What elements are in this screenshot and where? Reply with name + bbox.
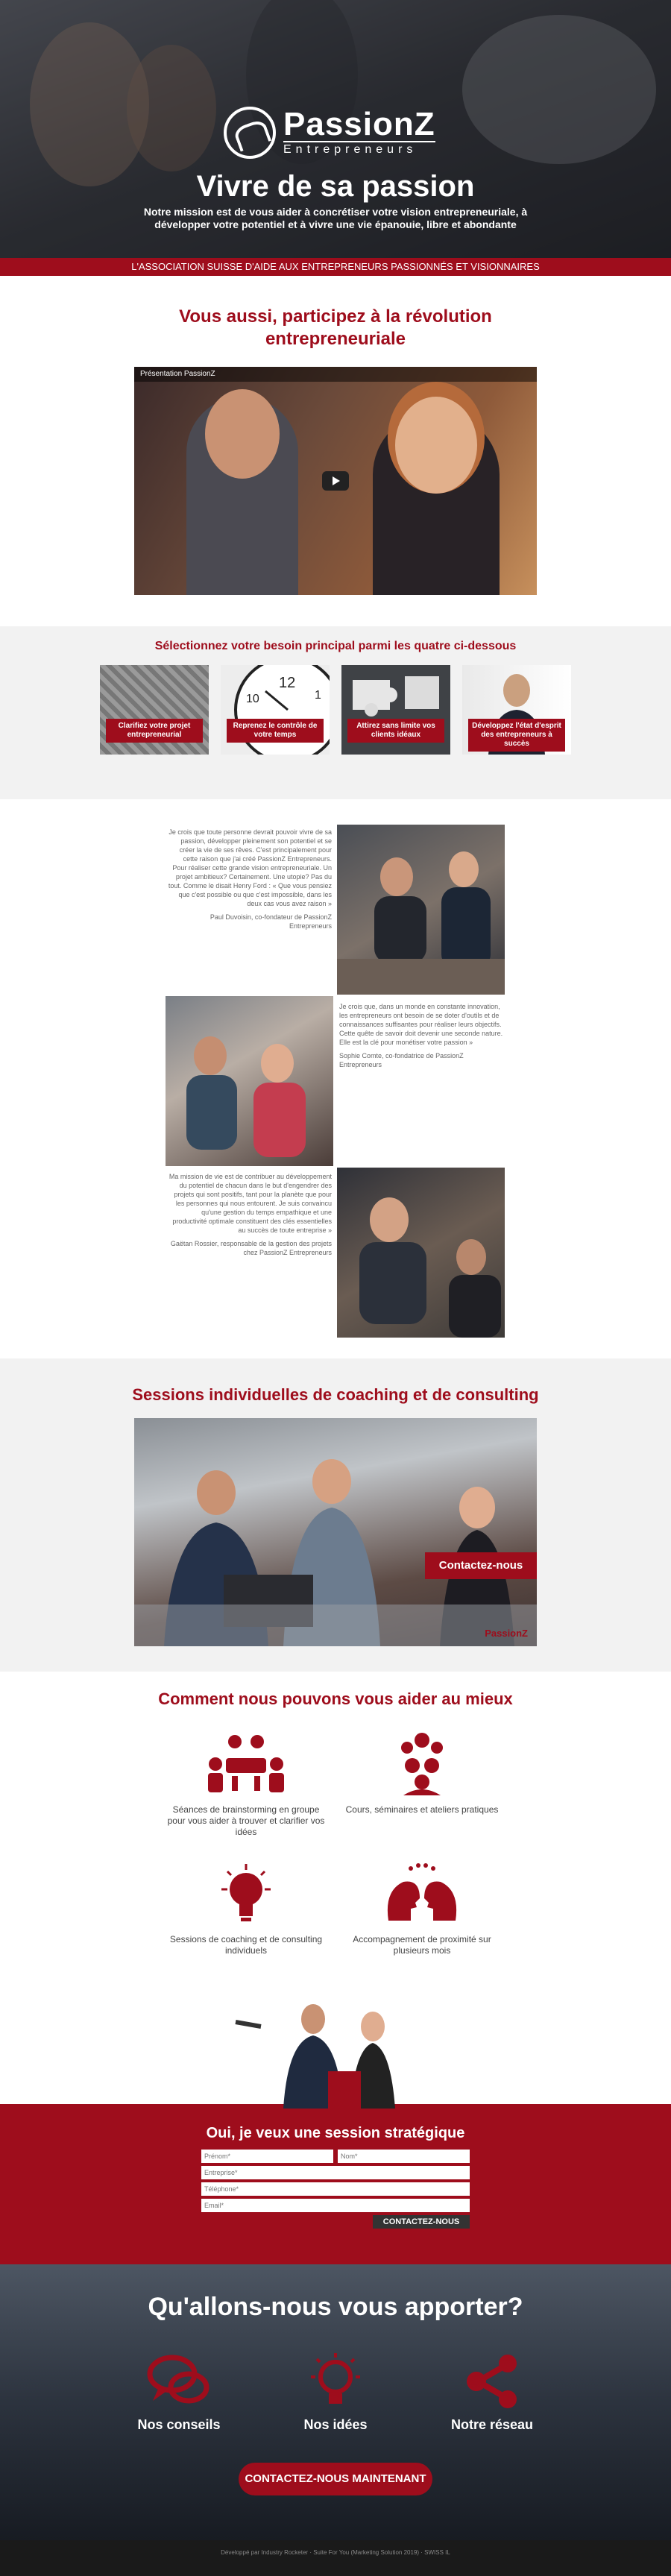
- phone-field[interactable]: [201, 2182, 470, 2196]
- coaching-watermark: PassionZ: [485, 1628, 528, 1639]
- logo-name: PassionZ: [283, 106, 435, 142]
- coaching-photo: [134, 1418, 537, 1646]
- video-title: Présentation PassionZ: [134, 367, 537, 382]
- photo-gaetan: [337, 1168, 505, 1338]
- hero-section: [0, 0, 671, 276]
- help-item-accompaniment: Accompagnement de proximité sur plusieurs mois: [340, 1861, 504, 1956]
- contact-now-button[interactable]: CONTACTEZ-NOUS MAINTENANT: [239, 2463, 432, 2495]
- submit-contact-button[interactable]: CONTACTEZ-NOUS: [373, 2215, 470, 2229]
- logo-icon: [224, 107, 276, 159]
- brand-logo[interactable]: [224, 103, 447, 163]
- testimonial-sophie: Je crois que, dans un monde en constante innovation, les entrepreneurs ont besoin de se doter d'outils et de connaissances suffisantes pour réaliser leurs objectifs. Cette quête de savoir doit devenir une seconde nature. Elle est la clé pour monétiser votre passion » Sophie Comte, co-fondatrice de PassionZ Entrepreneurs: [339, 1003, 503, 1068]
- help-item-coaching: Sessions de coaching et de consulting individuels: [164, 1861, 328, 1956]
- coaching-title: Sessions individuelles de coaching et de consulting: [132, 1385, 539, 1404]
- speakers-photo: [231, 1997, 440, 2109]
- photo-paul: [337, 825, 505, 995]
- svg-text:1: 1: [315, 689, 321, 702]
- contact-us-button[interactable]: Contactez-nous: [425, 1552, 537, 1579]
- help-item-brainstorming: Séances de brainstorming en groupe pour vous aider à trouver et clarifier vos idées: [164, 1731, 328, 1838]
- benefits-section: [0, 2264, 671, 2540]
- benefit-advice: Nos conseils: [134, 2352, 224, 2433]
- benefits-title: Qu'allons-nous vous apporter?: [148, 2293, 523, 2321]
- company-field[interactable]: [201, 2166, 470, 2179]
- testimonial-gaetan: Ma mission de vie est de contribuer au développement du potentiel de chacun dans le but d'engendrer des projets qui sont positifs, tant pour la planète que pour les personnes qui nous entourent. Je suis convaincu qu'une gestion du temps empathique et une productivité optimale constituent des clés essentielles au succès de toute entreprise » Gaëtan Rossier, responsable de la gestion des projets chez PassionZ Entrepreneurs: [168, 1173, 332, 1256]
- form-title: Oui, je veux une session stratégique: [206, 2125, 465, 2141]
- benefit-network: Notre réseau: [447, 2352, 537, 2433]
- workshop-photo: [166, 996, 333, 1166]
- video-player[interactable]: [134, 367, 537, 595]
- help-section: [0, 1672, 671, 2104]
- logo-subtitle: Entrepreneurs: [283, 141, 435, 157]
- email-field[interactable]: [201, 2199, 470, 2212]
- footer: [0, 2540, 671, 2576]
- two-heads-icon: [381, 1861, 463, 1925]
- video-section: [0, 276, 671, 626]
- need-card-time[interactable]: 12 1 10 Reprenez le contrôle de votre temps: [221, 665, 330, 755]
- share-network-icon: [459, 2352, 526, 2411]
- footer-text: Développé par Industry Rocketer · Suite For You (Marketing Solution 2019) · SWISS IL: [221, 2549, 450, 2556]
- photo-sophie: [166, 996, 333, 1166]
- testimonials-section: [0, 799, 671, 1358]
- benefit-ideas: Nos idées: [291, 2352, 380, 2433]
- needs-title: Sélectionnez votre besoin principal parmi les quatre ci-dessous: [154, 640, 517, 652]
- group-meeting-icon: [205, 1731, 287, 1795]
- svg-text:10: 10: [246, 693, 259, 705]
- strategy-form-section: [0, 2104, 671, 2264]
- first-name-field[interactable]: [201, 2150, 333, 2163]
- play-icon[interactable]: [322, 471, 349, 491]
- strategy-form: [201, 2150, 470, 2229]
- need-card-clients[interactable]: Attirez sans limite vos clients idéaux: [341, 665, 450, 755]
- lightbulb-icon: [302, 2352, 369, 2411]
- audience-icon: [381, 1731, 463, 1795]
- last-name-field[interactable]: [338, 2150, 470, 2163]
- hero-text: Notre mission est de vous aider à concrétiser votre vision entrepreneuriale, à développer votre potentiel et à vivre une vie épanouie, libre et abondante: [143, 206, 528, 230]
- help-title: Comment nous pouvons vous aider au mieux: [158, 1689, 513, 1708]
- hero-tagline-bar: L'ASSOCIATION SUISSE D'AIDE AUX ENTREPRENEURS PASSIONNÉS ET VISIONNAIRES: [0, 258, 671, 276]
- coaching-illustration: [134, 1418, 537, 1646]
- testimonial-paul: Je crois que toute personne devrait pouvoir vivre de sa passion, développer pleinement son potentiel et se créer la vie de ses rêves. C'est principalement pour cette raison que j'ai créé PassionZ Entrepreneurs. Pour réaliser cette grande vision entrepreneuriale. Un projet ambitieux? Certainement. Une utopie? Pas du tout. Comme le disait Henry Ford : « Que vous pensiez que c'est possible ou que c'est impossible, dans les deux cas vous avez raison » Paul Duvoisin, co-fondateur de PassionZ Entrepreneurs: [168, 828, 332, 930]
- coaching-section: [0, 1358, 671, 1672]
- need-card-clarify[interactable]: Clarifiez votre projet entrepreneurial: [100, 665, 209, 755]
- needs-section: [0, 626, 671, 799]
- video-section-title: Vous aussi, participez à la révolution entrepreneuriale: [179, 306, 492, 349]
- meeting-photo: [337, 825, 505, 995]
- need-card-mindset[interactable]: Développez l'état d'esprit des entrepreneurs à succès: [462, 665, 571, 755]
- hero-title: Vivre de sa passion: [196, 170, 475, 203]
- help-item-courses: Cours, séminaires et ateliers pratiques: [340, 1731, 504, 1816]
- speech-bubbles-icon: [145, 2352, 212, 2411]
- lightbulb-icon: [205, 1861, 287, 1925]
- discussion-photo: [337, 1168, 505, 1338]
- svg-text:12: 12: [279, 675, 296, 691]
